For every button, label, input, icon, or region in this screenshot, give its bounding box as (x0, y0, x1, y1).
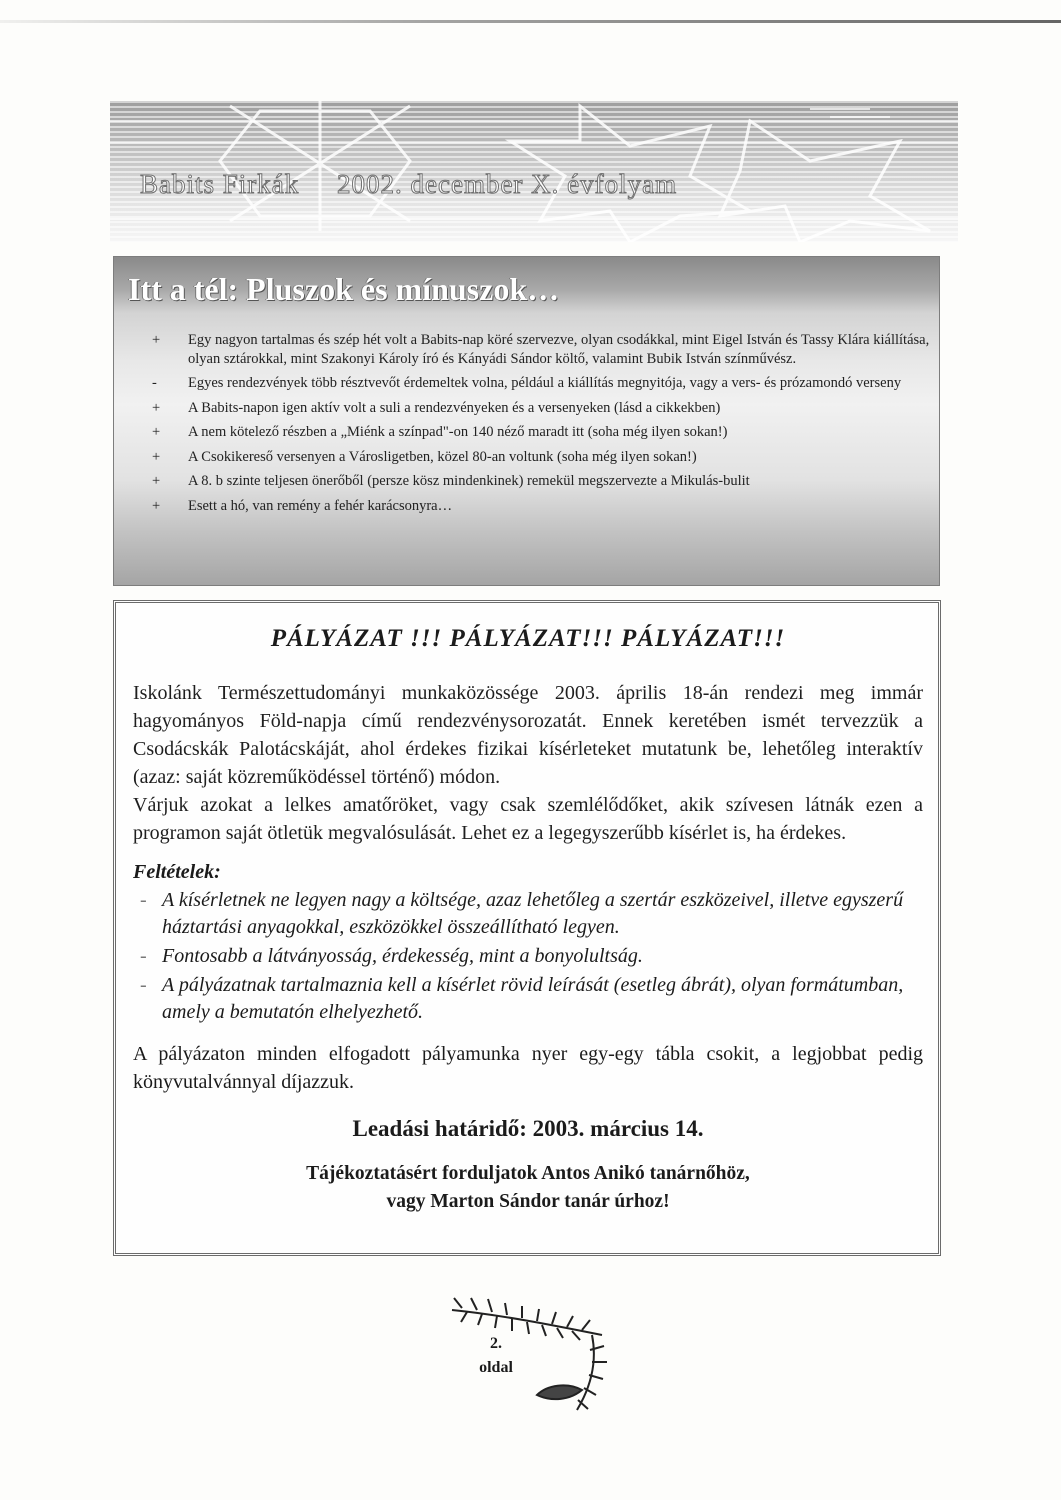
issue-date: 2002. december X. évfolyam (337, 169, 678, 199)
page-number (470, 1332, 522, 1380)
list-item: + Esett a hó, van remény a fehér karácsonyra… (152, 497, 453, 514)
banner-text (140, 169, 707, 200)
contact-info (133, 1160, 923, 1216)
list-item: + Egy nagyon tartalmas és szép hét volt a Babits-nap köré szervezve, olyan csodákkal, mint Eigel István és Tassy Klára kiállítása, olyan sztárokkal, mint Szakonyi Károly író és Kányádi Sándor költő, valamint Bubik István színművész. (152, 332, 930, 367)
page-label: oldal (479, 1359, 513, 1376)
dash-mark: - (140, 889, 147, 911)
winter-pluses-minuses-box (113, 256, 940, 586)
list-item: - Egyes rendezvények több résztvevőt érdemeltek volna, például a kiállítás megnyitója, vagy a vers- és prózamondó verseny (152, 375, 902, 391)
condition-item: - A pályázatnak tartalmaznia kell a kísérlet rövid leírását (esetleg ábrát), olyan formátumban, amely a bemutatón elhelyezhető. (140, 974, 904, 1023)
contact-line-1: Tájékoztatásért forduljatok Antos Anikó tanárnőhöz, (306, 1163, 750, 1184)
dash-mark: - (140, 945, 147, 967)
list-item: + A Babits-napon igen aktív volt a suli a rendezvényeken és a versenyeken (lásd a cikkekben) (152, 399, 721, 416)
list-item: + A nem kötelező részben a „Miénk a színpad"-on 140 néző maradt itt (soha még ilyen sokan!) (152, 424, 728, 440)
condition-item: - Fontosabb a látványosság, érdekesség, mint a bonyolultság. (133, 943, 923, 970)
plus-mark: + (152, 448, 161, 465)
pros-cons-list (152, 331, 932, 521)
newsletter-title: Babits Firkák (140, 169, 300, 199)
dash-mark: - (140, 974, 147, 996)
plus-mark: + (152, 424, 161, 440)
list-item: + A Csokikereső versenyen a Városligetben, közel 80-an voltunk (soha még ilyen sokan!) (152, 448, 697, 465)
contest-paragraph-1: Iskolánk Természettudományi munkaközössége 2003. április 18-án rendezi meg immár hagyományos Föld-napja című rendezvénysorozatát. Ennek keretében ismét tervezzük a Csodácskák Palotácskáját, ahol érdekes fizikai kísérleteket mutatunk be, lehetőleg interaktív (azaz: saját közreműködéssel történő) módon. Várjuk azokat a lelkes amatőröket, vagy csak szemlélődőket, akik szívesen látnák ezen a programon saját ötletük megvalósulását. Lehet ez a legegyszerűbb kísérlet is, ha érdekes. (133, 682, 923, 844)
scan-edge-line (0, 20, 1061, 23)
plus-mark: + (152, 473, 161, 489)
condition-item: - A kísérletnek ne legyen nagy a költsége, azaz lehetőleg a szertár eszközeivel, illetve egyszerű háztartási anyagokkal, eszközökkel összeállítható legyen. (140, 889, 904, 938)
plus-mark: + (152, 332, 161, 348)
header-banner (110, 101, 958, 242)
plus-mark: + (152, 497, 161, 514)
contest-announcement-box (113, 600, 941, 1256)
conditions-list (133, 887, 923, 1026)
pine-branch-ornament (442, 1290, 612, 1420)
plus-mark: + (152, 399, 161, 416)
page-number-value: 2. (490, 1335, 502, 1352)
deadline: Leadási határidő: 2003. március 14. (352, 1116, 704, 1141)
list-item: + A 8. b szinte teljesen önerőből (persze kösz mindenkinek) remekül megszervezte a Mikulás-bulit (152, 473, 750, 489)
contest-heading: PÁLYÁZAT !!! PÁLYÁZAT!!! PÁLYÁZAT!!! (270, 625, 786, 652)
minus-mark: - (152, 375, 157, 391)
contest-paragraph-2: Várjuk azokat a lelkes amatőröket, vagy csak szemlélődőket, akik szívesen látnák ezen a programon saját ötletük megvalósulását. Lehet ez a legegyszerűbb kísérlet is, ha érdekes. (133, 794, 923, 844)
prize-text: A pályázaton minden elfogadott pályamunka nyer egy-egy tábla csokit, a legjobbat pedig könyvutalvánnyal díjazzuk. (133, 1043, 923, 1093)
conditions-title: Feltételek: (133, 861, 221, 883)
winter-box-title: Itt a tél: Pluszok és mínuszok… (128, 271, 560, 307)
contact-line-2: vagy Marton Sándor tanár úrhoz! (386, 1191, 670, 1212)
